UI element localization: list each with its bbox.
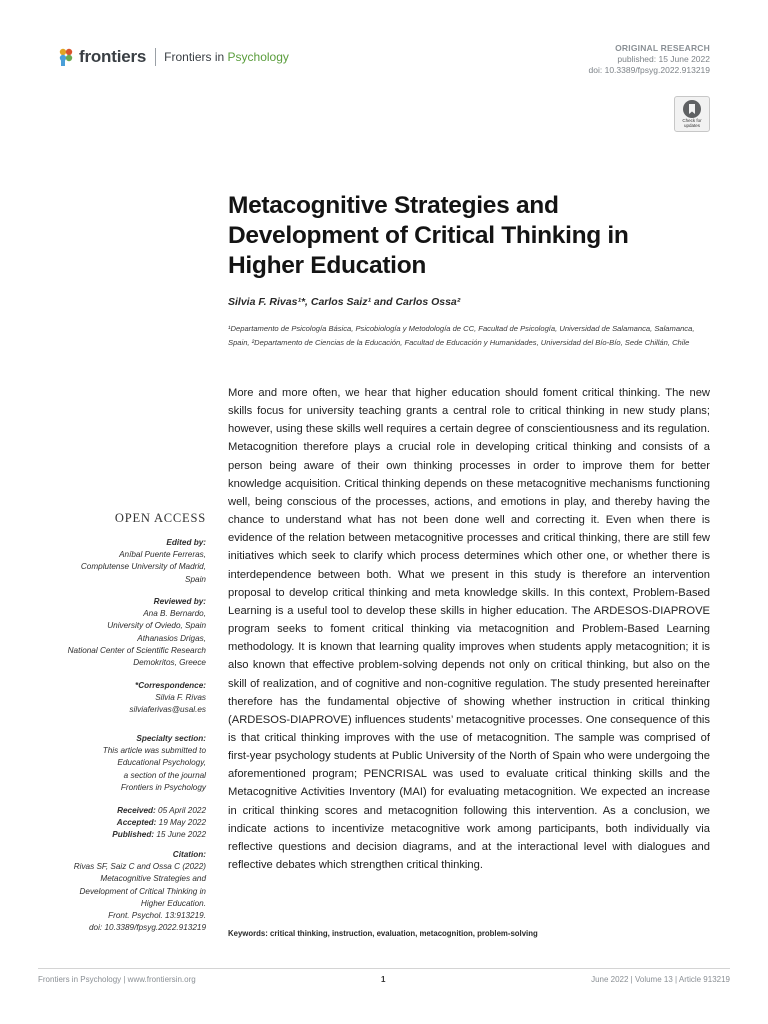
reviewer-line: University of Oviedo, Spain — [107, 621, 206, 631]
check-label-1: Check for — [682, 118, 702, 123]
brand-name: frontiers — [79, 47, 147, 66]
frontiers-logo[interactable] — [58, 46, 289, 68]
correspondence-section — [40, 680, 206, 717]
footer-divider — [38, 968, 730, 969]
citation-line: Higher Education. — [140, 898, 206, 908]
specialty-line: This article was submitted to — [102, 746, 206, 756]
accepted-date: Accepted: 19 May 2022 — [116, 818, 206, 828]
citation-heading: Citation: — [172, 850, 206, 859]
citation-section — [40, 849, 206, 934]
article-type: ORIGINAL RESEARCH — [615, 43, 710, 53]
specialty-line: Educational Psychology, — [117, 758, 206, 768]
reviewer-line: National Center of Scientific Research — [67, 645, 206, 655]
published-date-side: Published: 15 June 2022 — [112, 830, 206, 840]
reviewer-line: Athanasios Drigas, — [137, 633, 206, 643]
affiliations: ¹Departamento de Psicología Básica, Psicobiología y Metodología de CC, Facultad de Psicología, Universidad de Salamanca, Salamanca, Spain, ²Departamento de Ciencias de la Educación, Facultad de Educación y Humanidades, Universidad del Bío-Bío, Sede Chillán, Chile — [228, 324, 695, 347]
editor-line: Complutense University of Madrid, — [80, 562, 206, 572]
reviewed-by-heading: Reviewed by: — [153, 597, 206, 606]
bookmark-icon — [683, 100, 701, 118]
specialty-line: a section of the journal — [123, 770, 206, 780]
dates-section — [40, 805, 206, 842]
citation-line: Development of Critical Thinking in — [79, 886, 206, 896]
reviewed-by-section — [40, 596, 206, 669]
frontiers-logo-icon — [58, 48, 74, 66]
citation-doi[interactable]: doi: 10.3389/fpsyg.2022.913219 — [89, 923, 206, 933]
article-meta — [589, 43, 710, 76]
footer-volume: June 2022 | Volume 13 | Article 913219 — [591, 975, 730, 984]
article-title: Metacognitive Strategies and Development of Critical Thinking in Higher Education — [228, 192, 629, 279]
divider — [155, 48, 156, 66]
keywords: Keywords: critical thinking, instruction, evaluation, metacognition, problem-solving — [228, 929, 538, 938]
edited-by-section — [40, 537, 206, 586]
correspondence-email[interactable]: silviaferivas@usal.es — [129, 705, 206, 715]
specialty-line: Frontiers in Psychology — [120, 782, 206, 792]
specialty-section — [40, 733, 206, 794]
open-access-label: OPEN ACCESS — [114, 511, 206, 525]
authors: Silvia F. Rivas¹*, Carlos Saiz¹ and Carlos Ossa² — [228, 296, 461, 308]
specialty-heading: Specialty section: — [136, 734, 206, 743]
page-number: 1 — [381, 975, 386, 984]
correspondence-name: Silvia F. Rivas — [155, 693, 206, 703]
editor-line: Aníbal Puente Ferreras, — [119, 550, 206, 560]
article-doi[interactable]: doi: 10.3389/fpsyg.2022.913219 — [588, 65, 710, 75]
edited-by-heading: Edited by: — [166, 538, 206, 547]
citation-line: Front. Psychol. 13:913219. — [108, 911, 206, 921]
received-date: Received: 05 April 2022 — [117, 806, 206, 815]
reviewer-line: Demokritos, Greece — [133, 658, 206, 668]
abstract: More and more often, we hear that higher education should foment critical thinking. The new skills focus for university teaching grants a central role to critical thinking in new study plans; however, using these skills well requires a certain degree of conscientiousness and its regulation. Metacognition therefore plays a crucial role in developing critical thinking and consists of a person being aware of their own thinking processes in order to improve them for better knowledge acquisition. Critical thinking depends on these metacognitive mechanisms functioning well, being conscious of the processes, actions, and emotions in play, and thereby having the chance to understand what has not been done well and correcting it. Even when there is evidence of the relation between metacognitive processes and critical thinking, there are still few initiatives which seek to clarify which process determines which other one, or whether there is interdependence between both. What we present in this study is therefore an intervention proposal to develop critical thinking and meta knowledge skills. In this context, Problem-Based Learning is a useful tool to develop these skills in higher education. The ARDESOS-DIAPROVE program seeks to foment critical thinking via metacognition and Problem-Based Learning methodology. It is known that learning quality improves when students apply metacognition; it is also known that effective problem-solving depends not only on critical thinking, but also on the skill of realization, and of cognitive and non-cognitive regulation. The study presented hereinafter therefore has the fundamental objective of showing whether instruction in critical thinking (ARDESOS-DIAPROVE) influences students’ metacognitive processes. One consequence of this is that critical thinking improves with the use of metacognition. The sample was comprised of first-year psychology students at Public University of the North of Spain who were undergoing the aforementioned program; PENCRISAL was used to evaluate critical thinking skills and the Metacognitive Activities Inventory (MAI) for evaluating metacognition. We expected an increase in critical thinking scores and metacognition following this intervention. As a conclusion, we indicate actions to incentivize metacognitive work among participants, both individually via reflective questions and decision diagrams, and at the interactional level with dialogues and reflective debates which strengthen critical thinking. — [228, 387, 710, 872]
check-for-updates-button[interactable] — [674, 96, 710, 132]
published-date: published: 15 June 2022 — [617, 54, 710, 64]
correspondence-heading: *Correspondence: — [135, 681, 206, 690]
editor-line: Spain — [185, 574, 206, 584]
journal-name: Frontiers in Psychology — [164, 50, 289, 64]
reviewer-line: Ana B. Bernardo, — [143, 609, 206, 619]
check-label-2: updates — [683, 123, 700, 128]
citation-line: Rivas SF, Saiz C and Ossa C (2022) — [73, 862, 206, 872]
citation-line: Metacognitive Strategies and — [100, 874, 206, 884]
footer-journal[interactable]: Frontiers in Psychology | www.frontiersin.org — [38, 975, 196, 984]
